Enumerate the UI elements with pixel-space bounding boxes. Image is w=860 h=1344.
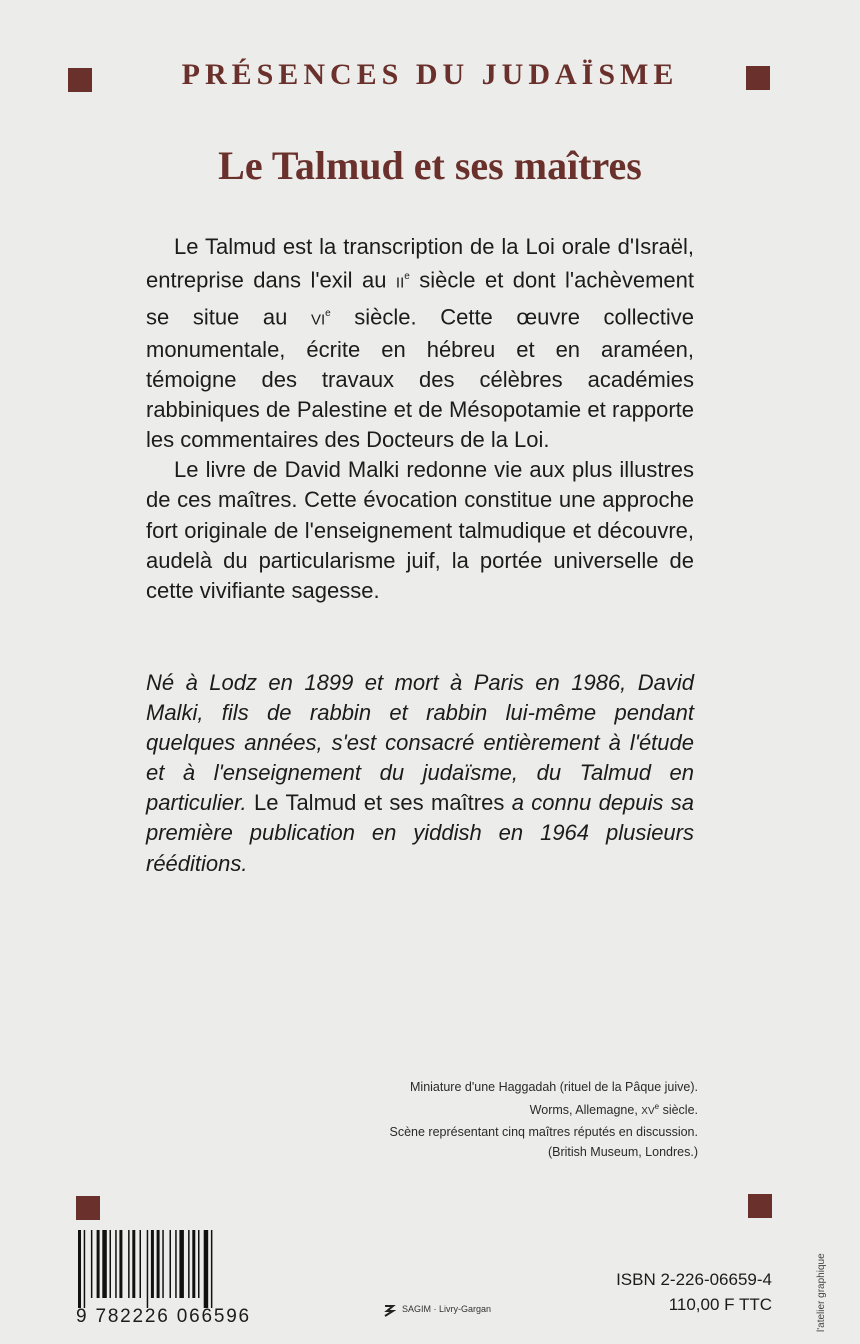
caption-line-4: (British Museum, Londres.) <box>547 1145 698 1160</box>
barcode-bar <box>157 1230 160 1298</box>
barcode-bar <box>91 1230 93 1298</box>
barcode <box>76 1230 248 1308</box>
ornament-square-bottom-left <box>76 1196 100 1220</box>
caption-line-3: Scène représentant cinq maîtres réputés en discussion. <box>389 1125 698 1140</box>
barcode-bar <box>170 1230 172 1298</box>
barcode-bar <box>110 1230 112 1298</box>
barcode-bar <box>204 1230 209 1308</box>
printer-name: SAGIM · Livry-Gargan <box>402 1304 492 1314</box>
barcode-bar <box>188 1230 190 1298</box>
barcode-bar <box>140 1230 142 1298</box>
barcode-bar <box>115 1230 117 1298</box>
barcode-bar <box>147 1230 149 1308</box>
barcode-bar <box>179 1230 184 1298</box>
barcode-bar <box>192 1230 195 1298</box>
barcode-bar <box>102 1230 107 1298</box>
barcode-bar <box>97 1230 100 1298</box>
barcode-bar <box>175 1230 177 1298</box>
caption-line-2: Worms, Allemagne, XVe siècle. <box>529 1102 698 1118</box>
author-bio <box>146 668 694 879</box>
description-paragraph-2: Le livre de David Malki redonne vie aux plus illustres de ces maîtres. Cette évocation constitue une approche fort originale de l'enseignement talmudique et découvre, audelà du particularisme juif, la portée universelle de cette vivifiante sagesse. <box>146 457 694 603</box>
caption-line-1: Miniature d'une Haggadah (rituel de la Pâque juive). <box>410 1080 698 1094</box>
barcode-bar <box>119 1230 122 1298</box>
barcode-digits: 9 782226 066596 <box>76 1306 251 1327</box>
printer-logo-icon <box>382 1304 396 1318</box>
ornament-square-bottom-right <box>748 1194 772 1218</box>
price: 110,00 F TTC <box>668 1295 772 1314</box>
barcode-bar <box>211 1230 213 1308</box>
barcode-bar <box>162 1230 164 1298</box>
isbn: ISBN 2-226-06659-4 <box>616 1270 772 1289</box>
book-title: Le Talmud et ses maîtres <box>218 143 642 188</box>
description <box>146 232 694 606</box>
barcode-bar <box>132 1230 135 1298</box>
barcode-bar <box>151 1230 154 1298</box>
illustration-caption <box>278 1077 698 1162</box>
barcode-bar <box>84 1230 86 1308</box>
description-paragraph-1: Le Talmud est la transcription de la Loi orale d'Israël, entreprise dans l'exil au IIe siècle et dont l'achèvement se situe au VIe siècle. Cette œuvre collective monumentale, écrite en hébreu et en araméen, témoigne des travaux des célèbres académies rabbiniques de Palestine et de Mésopotamie et rapporte les commentaires des Docteurs de la Loi. <box>146 234 695 453</box>
design-studio-credit: l'atelier graphique <box>816 1253 827 1332</box>
author-bio-paragraph: Né à Lodz en 1899 et mort à Paris en 1986, David Malki, fils de rabbin et rabbin lui-même pendant quelques années, s'est consacré entièrement à l'étude et à l'enseignement du judaïsme, du Talmud en particulier. Le Talmud et ses maîtres a connu depuis sa première publication en yiddish en 1964 plusieurs rééditions. <box>146 670 694 876</box>
barcode-bar <box>128 1230 130 1298</box>
barcode-bar <box>78 1230 81 1308</box>
series-title: PRÉSENCES DU JUDAÏSME <box>181 58 679 91</box>
barcode-bar <box>198 1230 200 1298</box>
